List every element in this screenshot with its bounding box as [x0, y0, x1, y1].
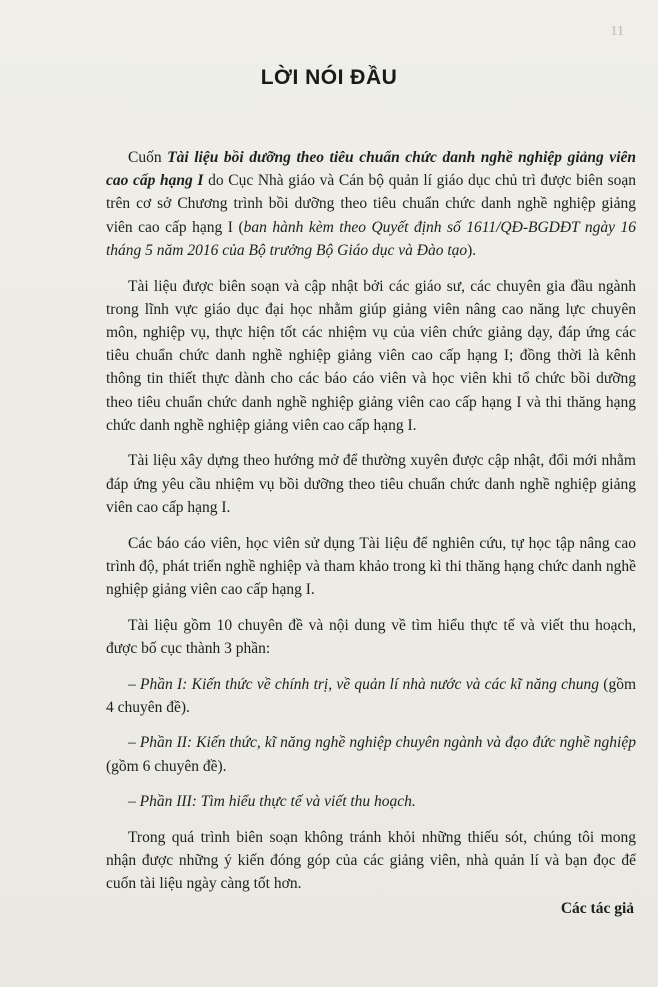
intro-text-c: do Cục Nhà giáo và Cán bộ quản lí giáo dục chủ trì được biên soạn trên cơ sở Chương trình bồi dưỡng theo tiêu chuẩn chức danh nghề nghiệp giảng viên cao cấp hạng I ( — [106, 172, 636, 236]
part-2-item — [106, 731, 636, 777]
part-3-item — [106, 790, 636, 813]
intro-text-a: Cuốn — [128, 149, 168, 166]
decision-reference: ban hành kèm theo Quyết định số 1611/QĐ-BGDĐT ngày 16 tháng 5 năm 2016 của Bộ trưởng Bộ Giáo dục và Đào tạo — [106, 218, 636, 259]
part-1-label: – Phần I: Kiến thức về chính trị, về quản lí nhà nước và các kĩ năng chung — [128, 675, 600, 693]
paragraph-authors: Tài liệu được biên soạn và cập nhật bởi các giáo sư, các chuyên gia đầu ngành trong lĩnh vực giáo dục đại học nhằm giúp giảng viên nâng cao năng lực chuyên môn, nghiệp vụ, thực hiện tốt các nhiệm vụ của viên chức giảng dạy, đáp ứng các tiêu chuẩn chức danh nghề nghiệp giảng viên cao cấp hạng I; đồng thời là kênh thông tin thiết thực dành cho các báo cáo viên và học viên khi tổ chức bồi dưỡng theo tiêu chuẩn chức danh nghề nghiệp giảng viên cao cấp hạng I và thi thăng hạng chức danh nghề nghiệp giảng viên cao cấp hạng I. — [106, 277, 636, 434]
paragraph-structure: Tài liệu gồm 10 chuyên đề và nội dung về tìm hiểu thực tế và viết thu hoạch, được bố cục thành 3 phần: — [106, 616, 636, 657]
part-1-note: (gồm 4 chuyên đề). — [106, 675, 637, 716]
part-3-label: – Phần III: Tìm hiểu thực tế và viết thu hoạch. — [128, 793, 416, 811]
paragraph-intro — [106, 146, 636, 262]
page-title: LỜI NÓI ĐẦU — [260, 66, 398, 89]
preface-body — [106, 146, 636, 896]
part-1-item — [106, 673, 636, 719]
page-number: 11 — [610, 24, 624, 39]
intro-text-e: ). — [467, 241, 477, 259]
author-signature: Các tác giả — [560, 900, 634, 917]
paragraph-open-update: Tài liệu xây dựng theo hướng mở để thường xuyên được cập nhật, đổi mới nhằm đáp ứng yêu cầu nhiệm vụ bồi dưỡng theo tiêu chuẩn chức danh nghề nghiệp giảng viên cao cấp hạng I. — [106, 452, 636, 516]
paragraph-closing: Trong quá trình biên soạn không tránh khỏi những thiếu sót, chúng tôi mong nhận được những ý kiến đóng góp của các giảng viên, nhà quản lí và bạn đọc để cuốn tài liệu ngày càng tốt hơn. — [106, 829, 636, 893]
paragraph-usage: Các báo cáo viên, học viên sử dụng Tài liệu để nghiên cứu, tự học tập nâng cao trình độ, phát triển nghề nghiệp và tham khảo trong kì thi thăng hạng chức danh nghề nghiệp giảng viên cao cấp hạng I. — [106, 534, 636, 598]
book-title: Tài liệu bồi dưỡng theo tiêu chuẩn chức danh nghề nghiệp giảng viên cao cấp hạng I — [106, 149, 636, 190]
part-2-label: – Phần II: Kiến thức, kĩ năng nghề nghiệp chuyên ngành và đạo đức nghề nghiệp — [128, 734, 636, 752]
part-2-note: (gồm 6 chuyên đề). — [106, 757, 227, 775]
